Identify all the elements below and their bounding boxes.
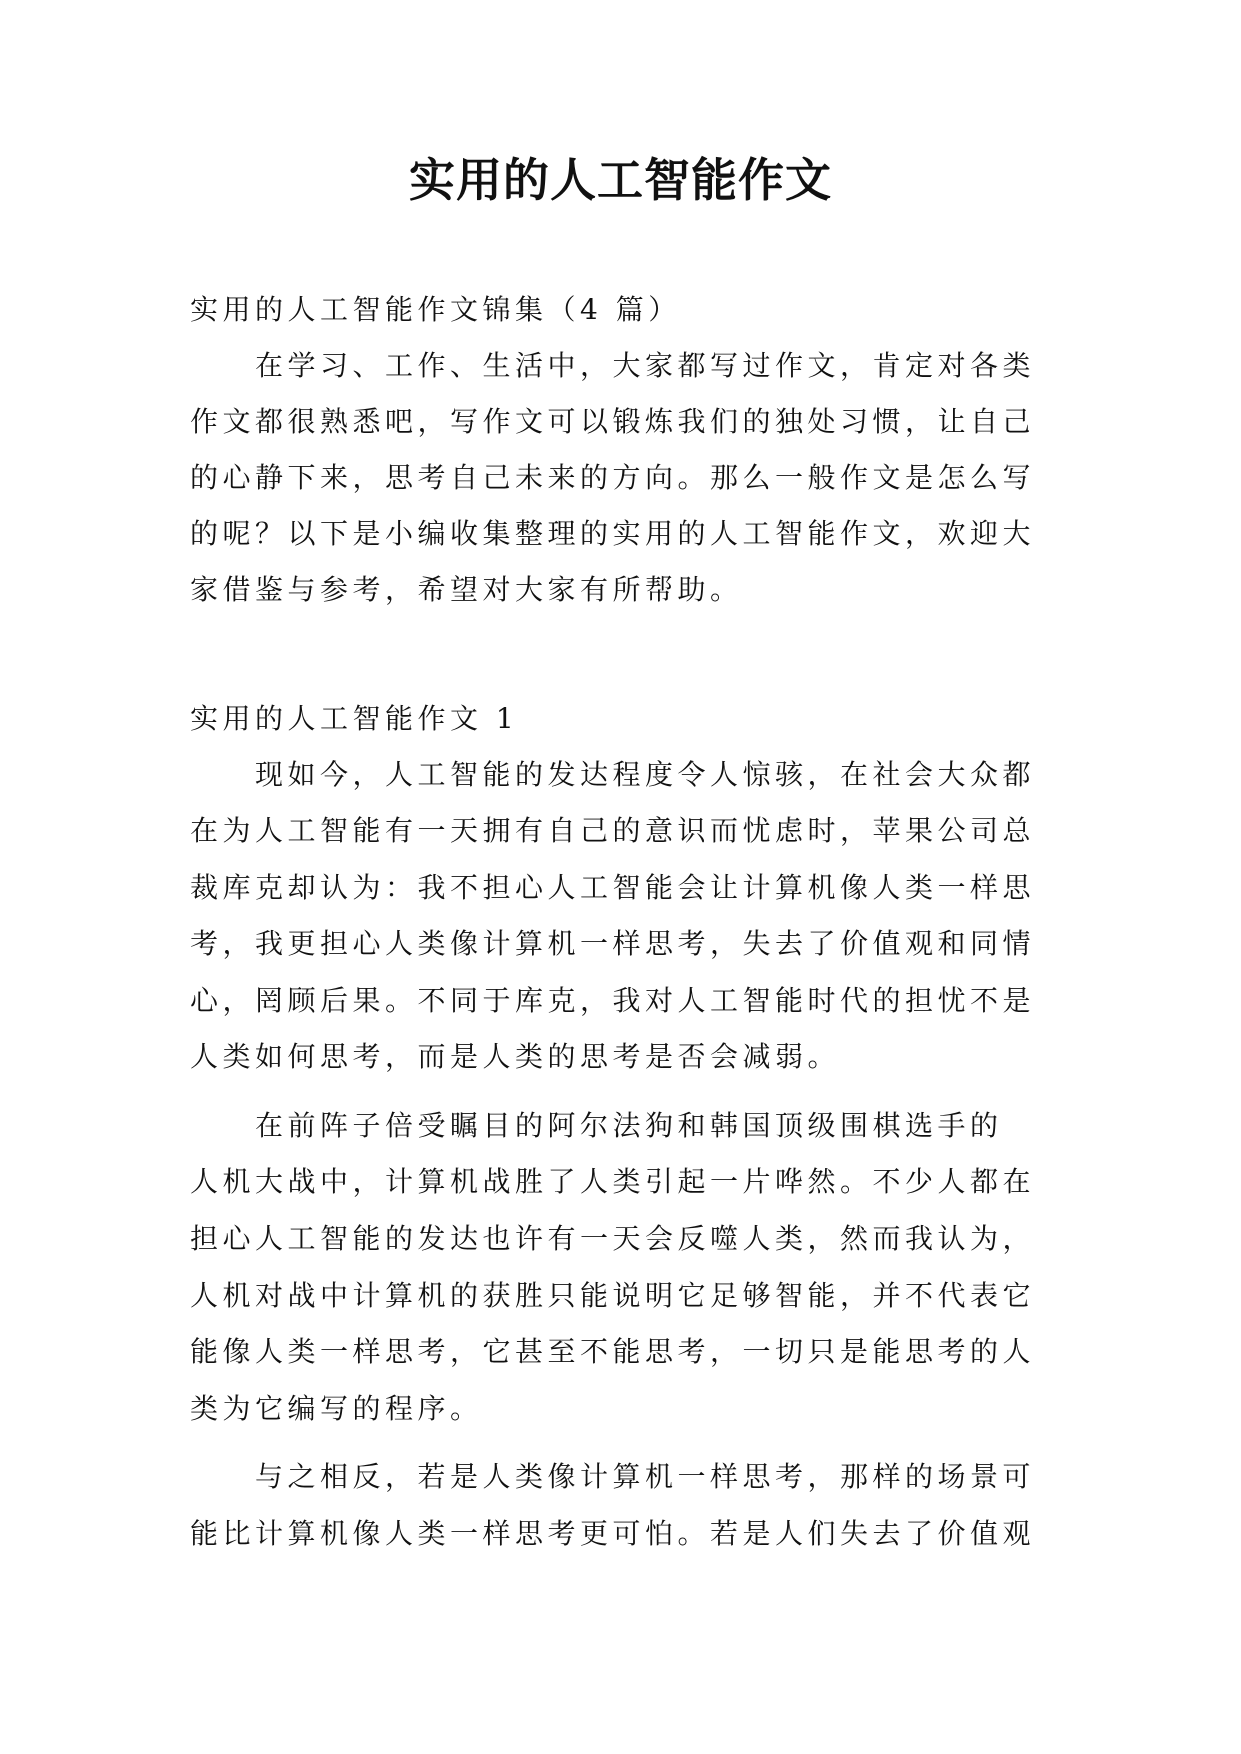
essay-1-line-10: 人机对战中计算机的获胜只能说明它足够智能，并不代表它 bbox=[190, 1279, 1036, 1312]
collection-heading: 实用的人工智能作文锦集（4 篇） bbox=[190, 293, 681, 326]
essay-1-line-4: 考，我更担心人类像计算机一样思考，失去了价值观和同情 bbox=[190, 927, 1036, 960]
intro-line-2: 作文都很熟悉吧，写作文可以锻炼我们的独处习惯，让自己 bbox=[190, 405, 1036, 438]
essay-1-line-13: 与之相反，若是人类像计算机一样思考，那样的场景可 bbox=[255, 1460, 1036, 1493]
intro-line-5: 家借鉴与参考，希望对大家有所帮助。 bbox=[190, 573, 743, 606]
essay-1-line-12: 类为它编写的程序。 bbox=[190, 1392, 483, 1425]
essay-1-line-5: 心，罔顾后果。不同于库克，我对人工智能时代的担忧不是 bbox=[190, 984, 1036, 1017]
intro-line-3: 的心静下来，思考自己未来的方向。那么一般作文是怎么写 bbox=[190, 461, 1036, 494]
essay-1-line-2: 在为人工智能有一天拥有自己的意识而忧虑时，苹果公司总 bbox=[190, 814, 1036, 847]
essay-1-line-7: 在前阵子倍受瞩目的阿尔法狗和韩国顶级围棋选手的 bbox=[255, 1109, 1003, 1142]
essay-1-line-6: 人类如何思考，而是人类的思考是否会减弱。 bbox=[190, 1040, 841, 1073]
essay-1-line-3: 裁库克却认为：我不担心人工智能会让计算机像人类一样思 bbox=[190, 871, 1036, 904]
intro-line-1: 在学习、工作、生活中，大家都写过作文，肯定对各类 bbox=[255, 349, 1036, 382]
essay-1-line-9: 担心人工智能的发达也许有一天会反噬人类，然而我认为， bbox=[190, 1222, 1036, 1255]
intro-line-4: 的呢？以下是小编收集整理的实用的人工智能作文，欢迎大 bbox=[190, 517, 1036, 550]
essay-1-line-8: 人机大战中，计算机战胜了人类引起一片哗然。不少人都在 bbox=[190, 1165, 1036, 1198]
essay-1-line-1: 现如今，人工智能的发达程度令人惊骇，在社会大众都 bbox=[255, 758, 1036, 791]
essay-1-heading: 实用的人工智能作文 1 bbox=[190, 702, 519, 735]
document-title: 实用的人工智能作文 bbox=[409, 153, 832, 207]
essay-1-line-14: 能比计算机像人类一样思考更可怕。若是人们失去了价值观 bbox=[190, 1517, 1036, 1550]
essay-1-line-11: 能像人类一样思考，它甚至不能思考，一切只是能思考的人 bbox=[190, 1335, 1036, 1368]
